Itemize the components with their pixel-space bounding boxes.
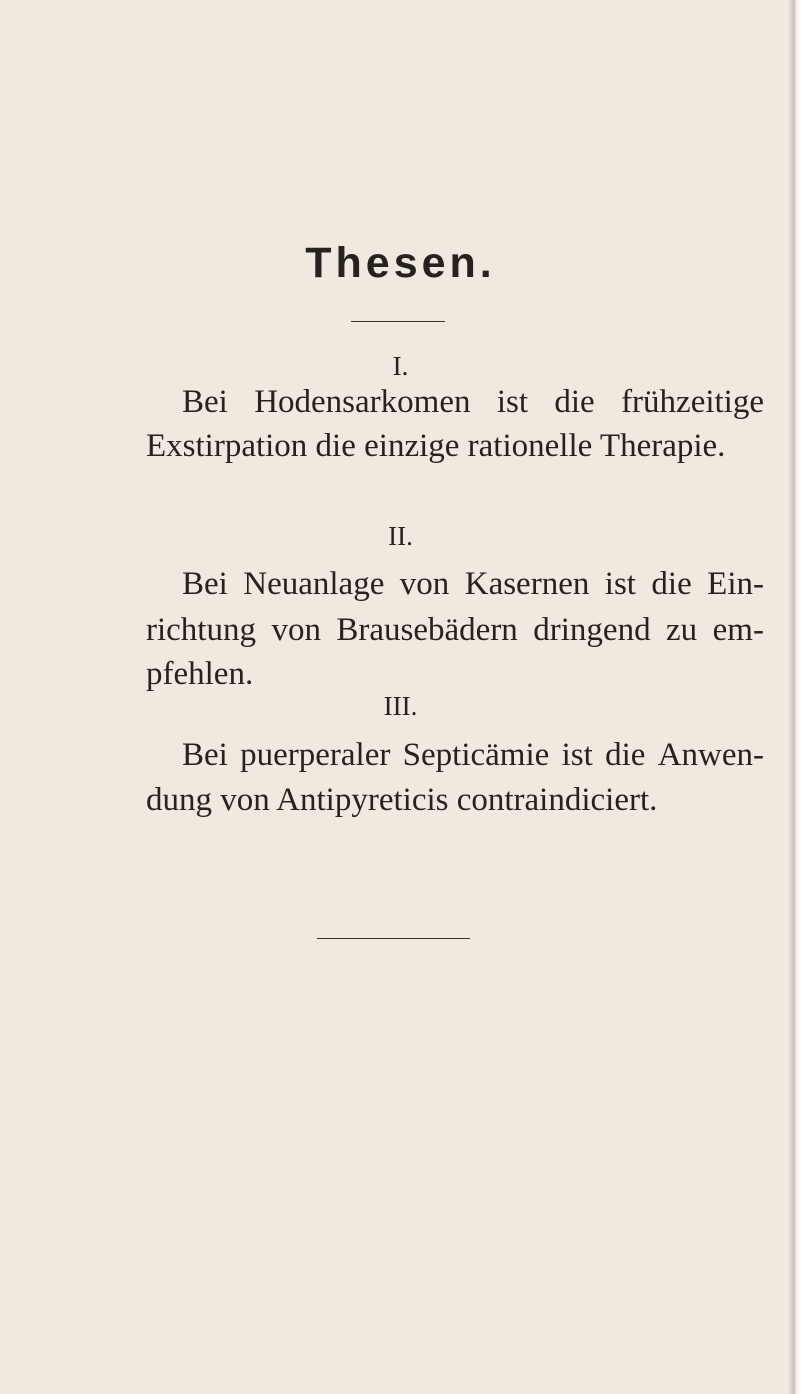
document-title: Thesen. xyxy=(305,239,496,287)
closing-divider xyxy=(317,938,470,939)
title-divider xyxy=(351,321,445,322)
thesis-1-line-1: Bei Hodensarkomen ist die frühzeitige xyxy=(182,384,764,420)
thesis-3-line-2: dung von Antipyreticis contraindiciert. xyxy=(146,782,658,818)
thesis-3-line-1: Bei puerperaler Septicämie ist die Anwen- xyxy=(182,737,764,773)
thesis-1-line-2: Exstirpation die einzige rationelle Therapie. xyxy=(146,428,726,464)
thesis-1-numeral: I. xyxy=(392,351,409,381)
thesis-2-line-1: Bei Neuanlage von Kasernen ist die Ein- xyxy=(182,566,764,602)
thesis-2-line-2: richtung von Brausebädern dringend zu em- xyxy=(146,612,764,648)
thesis-2-numeral: II. xyxy=(388,521,413,551)
thesis-2-line-3: pfehlen. xyxy=(146,656,254,692)
thesis-3-numeral: III. xyxy=(383,691,418,721)
